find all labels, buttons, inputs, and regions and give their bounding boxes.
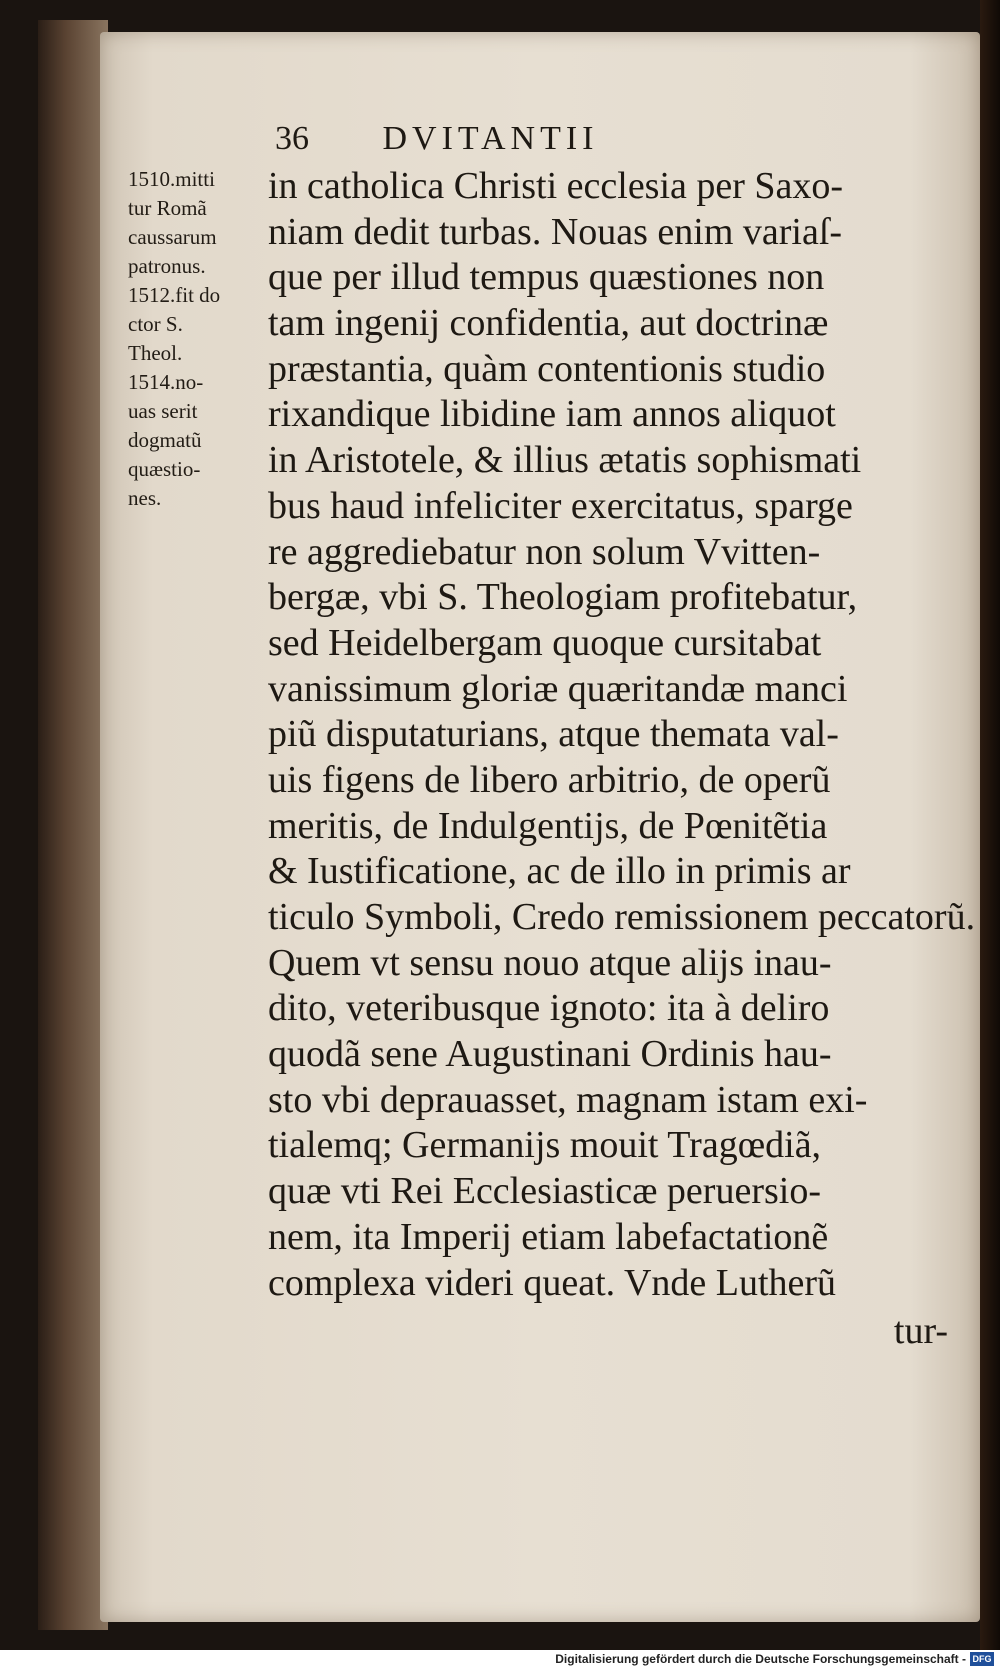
margin-note-line: ctor S. — [128, 312, 183, 336]
margin-note-line: tur Romã — [128, 196, 207, 220]
text-line: tam ingenij confidentia, aut doctrinæ — [268, 302, 829, 345]
text-line: Quem vt sensu nouo atque alijs inau- — [268, 941, 832, 984]
text-line: nem, ita Imperij etiam labefactationẽ — [268, 1215, 829, 1258]
text-line: tialemq; Germanijs mouit Tragœdiã, — [268, 1124, 822, 1167]
margin-note-line: 1510.mitti — [128, 167, 215, 191]
margin-note-line: Theol. — [128, 341, 183, 365]
text-line: meritis, de Indulgentijs, de Pœnitẽtia — [268, 804, 828, 847]
margin-note-line: quæstio- — [128, 457, 201, 481]
text-line: re aggrediebatur non solum Vvitten- — [268, 530, 821, 573]
text-line: bergæ, vbi S. Theologiam profitebatur, — [268, 576, 858, 619]
page-header — [275, 120, 599, 158]
text-line: piũ disputaturians, atque themata val- — [268, 713, 839, 756]
margin-note-line: patronus. — [128, 254, 206, 278]
page-number: 36 — [275, 120, 309, 157]
funding-credit: Digitalisierung gefördert durch die Deutsche Forschungsgemeinschaft - — [555, 1652, 966, 1666]
text-line: quæ vti Rei Ecclesiasticæ peruersio- — [268, 1170, 821, 1213]
margin-note-line: 1512.fit do — [128, 283, 221, 307]
text-line: sto vbi deprauasset, magnam istam exi- — [268, 1078, 868, 1121]
text-line: rixandique libidine iam annos aliquot — [268, 393, 836, 436]
running-title: DVITANTII — [382, 120, 599, 157]
margin-note-line: nes. — [128, 486, 162, 510]
text-line: in catholica Christi ecclesia per Saxo- — [268, 165, 844, 207]
text-line: dito, veteribusque ignoto: ita à deliro — [268, 987, 830, 1030]
text-line: & Iustificatione, ac de illo in primis ar — [268, 850, 851, 893]
text-line: quodã sene Augustinani Ordinis hau- — [268, 1033, 832, 1076]
dfg-logo: DFG — [970, 1652, 994, 1666]
text-line: sed Heidelbergam quoque cursitabat — [268, 621, 822, 664]
text-line: bus haud infeliciter exercitatus, sparge — [268, 484, 853, 527]
text-line: vanissimum gloriæ quæritandæ manci — [268, 667, 848, 710]
book-right-edge — [980, 0, 1000, 1650]
text-line: in Aristotele, & illius ætatis sophismati — [268, 439, 862, 482]
text-line: ticulo Symboli, Credo remissionem peccatorũ. — [268, 896, 976, 938]
margin-note-line: caussarum — [128, 225, 217, 249]
margin-note-line: 1514.no- — [128, 370, 204, 394]
body-text — [268, 164, 976, 1306]
book-binding-edge — [38, 20, 108, 1630]
margin-note-line: uas serit — [128, 399, 198, 423]
text-line: complexa videri queat. Vnde Lutherũ — [268, 1261, 837, 1304]
margin-notes — [128, 165, 268, 513]
text-line: præstantia, quàm contentionis studio — [268, 347, 826, 390]
text-line: niam dedit turbas. Nouas enim variaſ- — [268, 210, 843, 253]
margin-note-line: dogmatũ — [128, 428, 202, 452]
catchword: tur- — [893, 1310, 948, 1352]
text-line: que per illud tempus quæstiones non — [268, 256, 825, 299]
text-line: uis figens de libero arbitrio, de operũ — [268, 758, 831, 801]
